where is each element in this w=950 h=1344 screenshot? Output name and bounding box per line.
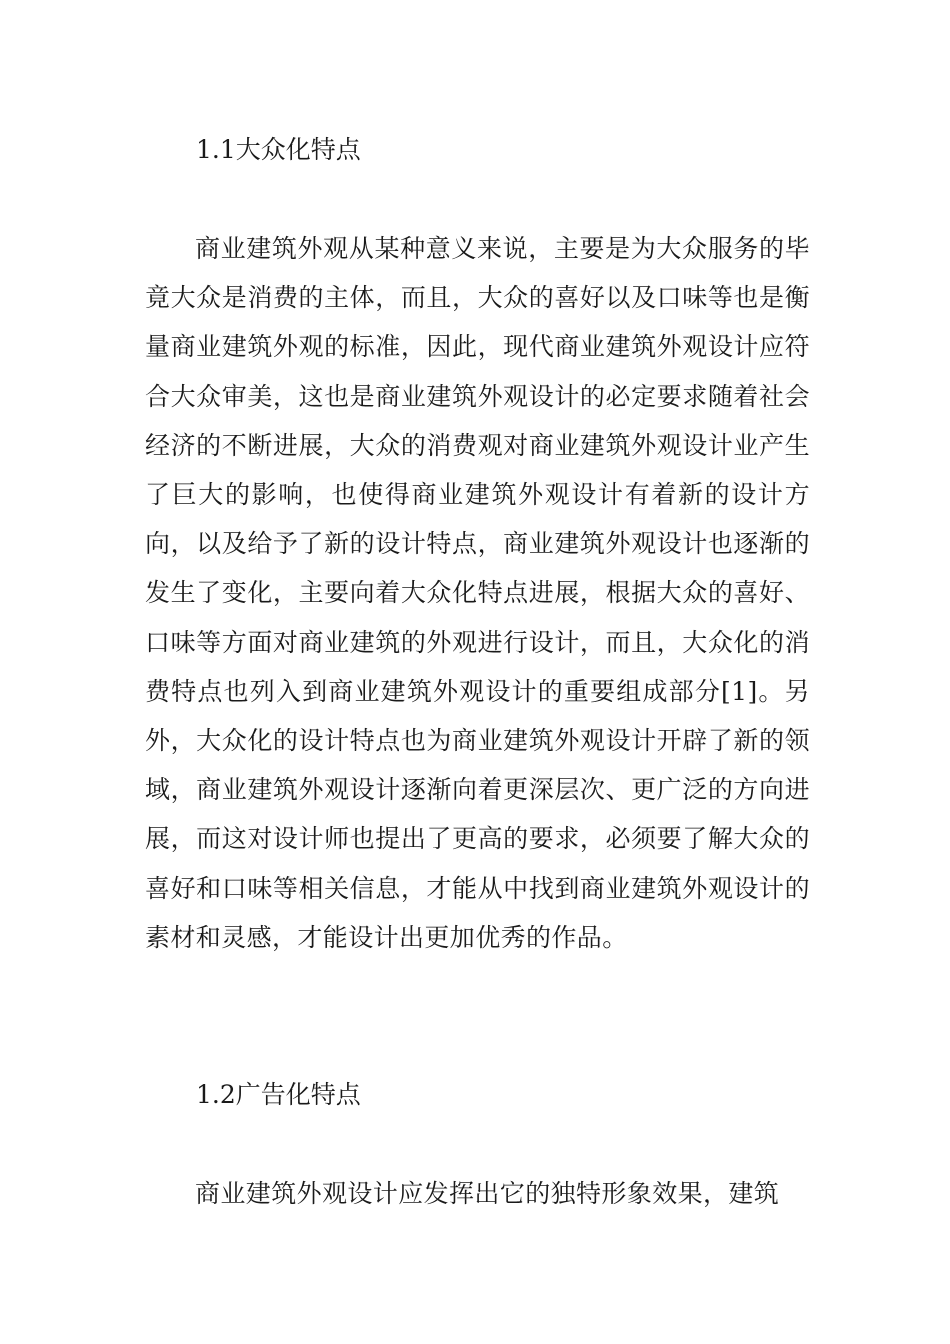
section-paragraph-1-2: 商业建筑外观设计应发挥出它的独特形象效果，建筑 <box>195 1179 780 1208</box>
section-heading-1-2: 1.2广告化特点 <box>196 1080 361 1109</box>
section-paragraph-1-1: 商业建筑外观从某种意义来说，主要是为大众服务的毕竟大众是消费的主体，而且，大众的喜好以及口味等也是衡量商业建筑外观的标准，因此，现代商业建筑外观设计应符合大众审美，这也是商业建筑外观设计的必定要求随着社会经济的不断进展，大众的消费观对商业建筑外观设计业产生了巨大的影响，也使得商业建筑外观设计有着新的设计方向，以及给予了新的设计特点，商业建筑外观设计也逐渐的发生了变化，主要向着大众化特点进展，根据大众的喜好、口味等方面对商业建筑的外观进行设计，而且，大众化的消费特点也列入到商业建筑外观设计的重要组成部分[1]。另外，大众化的设计特点也为商业建筑外观设计开辟了新的领域，商业建筑外观设计逐渐向着更深层次、更广泛的方向进展，而这对设计师也提出了更高的要求，必须要了解大众的喜好和口味等相关信息，才能从中找到商业建筑外观设计的素材和灵感，才能设计出更加优秀的作品。 <box>145 234 810 952</box>
section-heading-1-1: 1.1大众化特点 <box>196 135 361 164</box>
